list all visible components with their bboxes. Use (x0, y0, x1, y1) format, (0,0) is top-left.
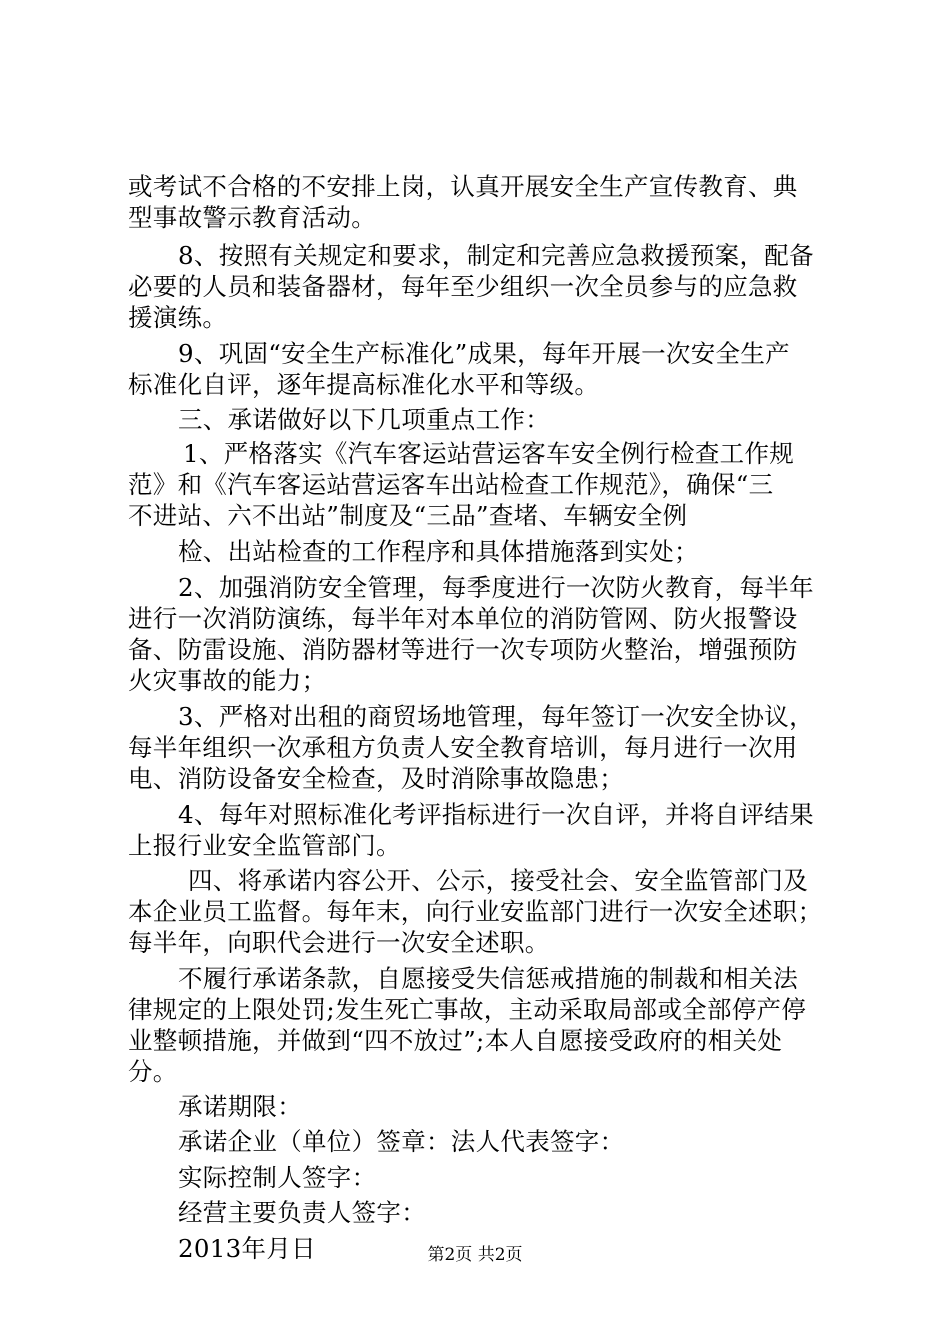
text-line: 型事故警示教育活动。 (128, 203, 376, 232)
text-line: 律规定的上限处罚;发生死亡事故，主动采取局部或全部停产停 (128, 995, 807, 1024)
signature-line: 经营主要负责人签字： (178, 1198, 426, 1227)
section-heading: 四、将承诺内容公开、公示，接受社会、安全监管部门及 (188, 866, 808, 895)
signature-line: 实际控制人签字： (178, 1163, 377, 1192)
text-line: 业整顿措施，并做到“四不放过”;本人自愿接受政府的相关处 (128, 1026, 783, 1055)
signature-line: 承诺企业（单位）签章：法人代表签字： (178, 1127, 625, 1156)
text-line: 2、加强消防安全管理，每季度进行一次防火教育，每半年 (178, 573, 814, 602)
text-line: 每半年组织一次承租方负责人安全教育培训，每月进行一次用 (128, 733, 798, 762)
text-line: 范》和《汽车客运站营运客车出站检查工作规范》，确保“三 (128, 470, 774, 499)
text-line: 8、按照有关规定和要求，制定和完善应急救援预案，配备 (178, 241, 814, 270)
date-line: 2013年月日 (178, 1234, 316, 1263)
text-line: 不履行承诺条款，自愿接受失信惩戒措施的制裁和相关法 (178, 964, 798, 993)
text-line: 电、消防设备安全检查，及时消除事故隐患； (128, 764, 624, 793)
section-heading: 三、承诺做好以下几项重点工作： (178, 405, 550, 434)
text-line: 1、严格落实《汽车客运站营运客车安全例行检查工作规 (183, 439, 795, 468)
text-line: 备、防雷设施、消防器材等进行一次专项防火整治，增强预防 (128, 635, 798, 664)
text-line: 进行一次消防演练，每半年对本单位的消防管网、防火报警设 (128, 604, 798, 633)
text-line: 必要的人员和装备器材，每年至少组织一次全员参与的应急救 (128, 272, 798, 301)
text-line: 火灾事故的能力； (128, 666, 327, 695)
text-line: 3、严格对出租的商贸场地管理，每年签订一次安全协议， (178, 702, 814, 731)
text-line: 上报行业安全监管部门。 (128, 831, 401, 860)
text-line: 9、巩固“安全生产标准化”成果，每年开展一次安全生产 (178, 339, 790, 368)
text-line: 检、出站检查的工作程序和具体措施落到实处； (178, 537, 699, 566)
text-line: 或考试不合格的不安排上岗，认真开展安全生产宣传教育、典 (128, 172, 798, 201)
text-line: 不进站、六不出站”制度及“三品”查堵、车辆安全例 (128, 501, 688, 530)
text-line: 标准化自评，逐年提高标准化水平和等级。 (128, 370, 600, 399)
signature-line: 承诺期限： (178, 1092, 302, 1121)
text-line: 每半年，向职代会进行一次安全述职。 (128, 928, 550, 957)
text-line: 4、每年对照标准化考评指标进行一次自评，并将自评结果 (178, 800, 814, 829)
page-number-footer: 第2页 共2页 (427, 1245, 523, 1265)
text-line: 分。 (128, 1057, 178, 1086)
text-line: 本企业员工监督。每年末，向行业安监部门进行一次安全述职； (128, 897, 823, 926)
text-line: 援演练。 (128, 303, 228, 332)
